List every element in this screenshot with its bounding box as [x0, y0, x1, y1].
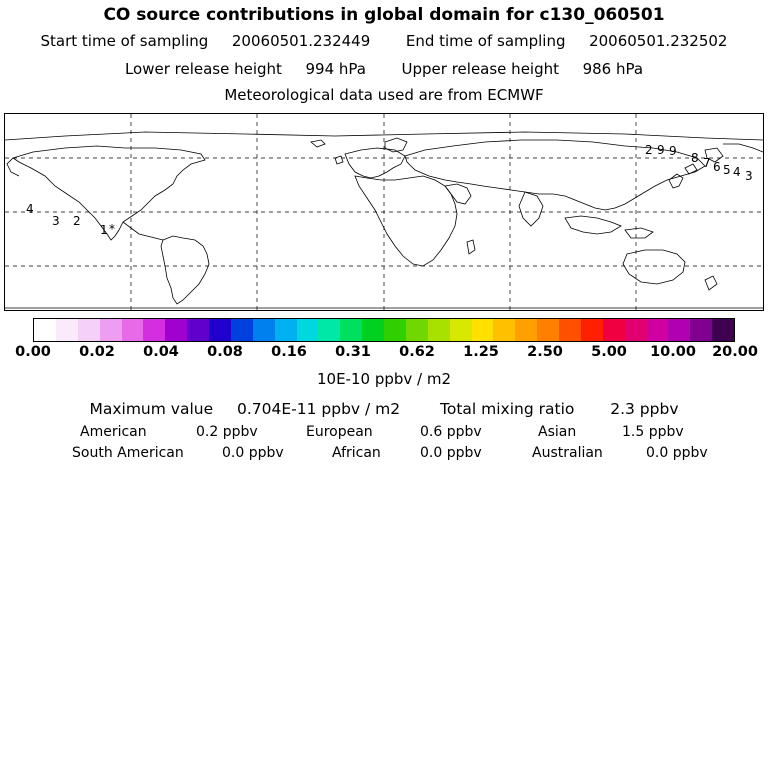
- colorbar-swatch: [406, 319, 428, 341]
- colorbar-swatch: [187, 319, 209, 341]
- region-value-american: 0.2 ppbv: [196, 424, 258, 440]
- colorbar-tick: 2.50: [527, 344, 563, 360]
- colorbar-tick: 0.31: [335, 344, 371, 360]
- colorbar-swatch: [362, 319, 384, 341]
- start-time-value: 20060501.232449: [231, 32, 371, 50]
- colorbar-swatch: [122, 319, 144, 341]
- region-value-european: 0.6 ppbv: [420, 424, 482, 440]
- region-name-african: African: [332, 445, 381, 461]
- colorbar-tick: 0.62: [399, 344, 435, 360]
- colorbar-swatch: [143, 319, 165, 341]
- lower-release-value: 994 hPa: [305, 60, 366, 78]
- colorbar: [33, 318, 735, 342]
- region-name-american: American: [80, 424, 147, 440]
- statistics-block: [0, 400, 768, 466]
- start-time-label: Start time of sampling: [40, 32, 209, 50]
- colorbar-swatch: [647, 319, 669, 341]
- region-row-2: [0, 445, 768, 466]
- colorbar-swatch: [56, 319, 78, 341]
- colorbar-swatch: [472, 319, 494, 341]
- colorbar-swatch: [384, 319, 406, 341]
- map-marker: 5: [723, 163, 731, 177]
- colorbar-swatch: [581, 319, 603, 341]
- end-time-value: 20060501.232502: [589, 32, 728, 50]
- colorbar-swatch: [165, 319, 187, 341]
- region-name-australian: Australian: [532, 445, 603, 461]
- colorbar-tick: 5.00: [591, 344, 627, 360]
- colorbar-swatch: [668, 319, 690, 341]
- colorbar-swatch: [78, 319, 100, 341]
- max-value: 0.704E-11 ppbv / m2: [237, 400, 401, 418]
- map-panel: [4, 113, 764, 311]
- colorbar-swatch: [209, 319, 231, 341]
- colorbar-tick-labels: [0, 344, 768, 362]
- colorbar-swatch: [34, 319, 56, 341]
- region-row-1: [0, 424, 768, 445]
- region-value-african: 0.0 ppbv: [420, 445, 482, 461]
- colorbar-tick: 0.08: [207, 344, 243, 360]
- upper-release-value: 986 hPa: [582, 60, 644, 78]
- colorbar-swatch: [559, 319, 581, 341]
- colorbar-swatch: [275, 319, 297, 341]
- map-marker: 1: [100, 223, 108, 237]
- max-value-label: Maximum value: [89, 400, 214, 418]
- colorbar-swatch: [625, 319, 647, 341]
- colorbar-swatch: [253, 319, 275, 341]
- region-name-european: European: [306, 424, 373, 440]
- sampling-times-line: [0, 32, 768, 50]
- colorbar-swatch: [340, 319, 362, 341]
- map-marker: 4: [733, 165, 741, 179]
- map-marker: 3: [52, 214, 60, 228]
- colorbar-swatch: [712, 319, 734, 341]
- colorbar-unit-label: 10E-10 ppbv / m2: [316, 370, 452, 388]
- max-and-total-row: [0, 400, 768, 418]
- map-marker: 4: [26, 202, 34, 216]
- release-heights-line: [0, 60, 768, 78]
- region-value-south-american: 0.0 ppbv: [222, 445, 284, 461]
- colorbar-swatch: [318, 319, 340, 341]
- meteorology-line: Meteorological data used are from ECMWF: [224, 86, 544, 104]
- colorbar-swatch: [297, 319, 319, 341]
- colorbar-swatch: [493, 319, 515, 341]
- page-title: CO source contributions in global domain for c130_060501: [103, 5, 665, 25]
- colorbar-tick: 1.25: [463, 344, 499, 360]
- colorbar-tick: 0.16: [271, 344, 307, 360]
- total-mixing-ratio-label: Total mixing ratio: [440, 400, 575, 418]
- colorbar-gradient: [33, 318, 735, 342]
- total-mixing-ratio-value: 2.3 ppbv: [610, 400, 679, 418]
- colorbar-swatch: [231, 319, 253, 341]
- colorbar-swatch: [450, 319, 472, 341]
- map-marker: 9: [669, 144, 677, 158]
- colorbar-swatch: [537, 319, 559, 341]
- map-marker: 6: [713, 160, 721, 174]
- colorbar-swatch: [515, 319, 537, 341]
- colorbar-tick: 0.00: [15, 344, 51, 360]
- colorbar-tick: 0.04: [143, 344, 179, 360]
- map-marker: 2: [645, 143, 653, 157]
- lower-release-label: Lower release height: [124, 60, 282, 78]
- map-marker: 7: [703, 156, 711, 170]
- region-value-asian: 1.5 ppbv: [622, 424, 684, 440]
- region-name-asian: Asian: [538, 424, 577, 440]
- region-name-south-american: South American: [72, 445, 184, 461]
- colorbar-swatch: [100, 319, 122, 341]
- colorbar-tick: 20.00: [712, 344, 758, 360]
- map-marker: *: [109, 222, 115, 236]
- colorbar-swatch: [690, 319, 712, 341]
- colorbar-swatch: [603, 319, 625, 341]
- upper-release-label: Upper release height: [401, 60, 559, 78]
- region-value-australian: 0.0 ppbv: [646, 445, 708, 461]
- end-time-label: End time of sampling: [405, 32, 566, 50]
- map-marker: 3: [745, 169, 753, 183]
- colorbar-swatch: [428, 319, 450, 341]
- map-marker: 9: [657, 143, 665, 157]
- colorbar-tick: 10.00: [650, 344, 696, 360]
- map-marker: 8: [691, 151, 699, 165]
- map-marker-layer: [5, 114, 763, 310]
- colorbar-tick: 0.02: [79, 344, 115, 360]
- map-marker: 2: [73, 214, 81, 228]
